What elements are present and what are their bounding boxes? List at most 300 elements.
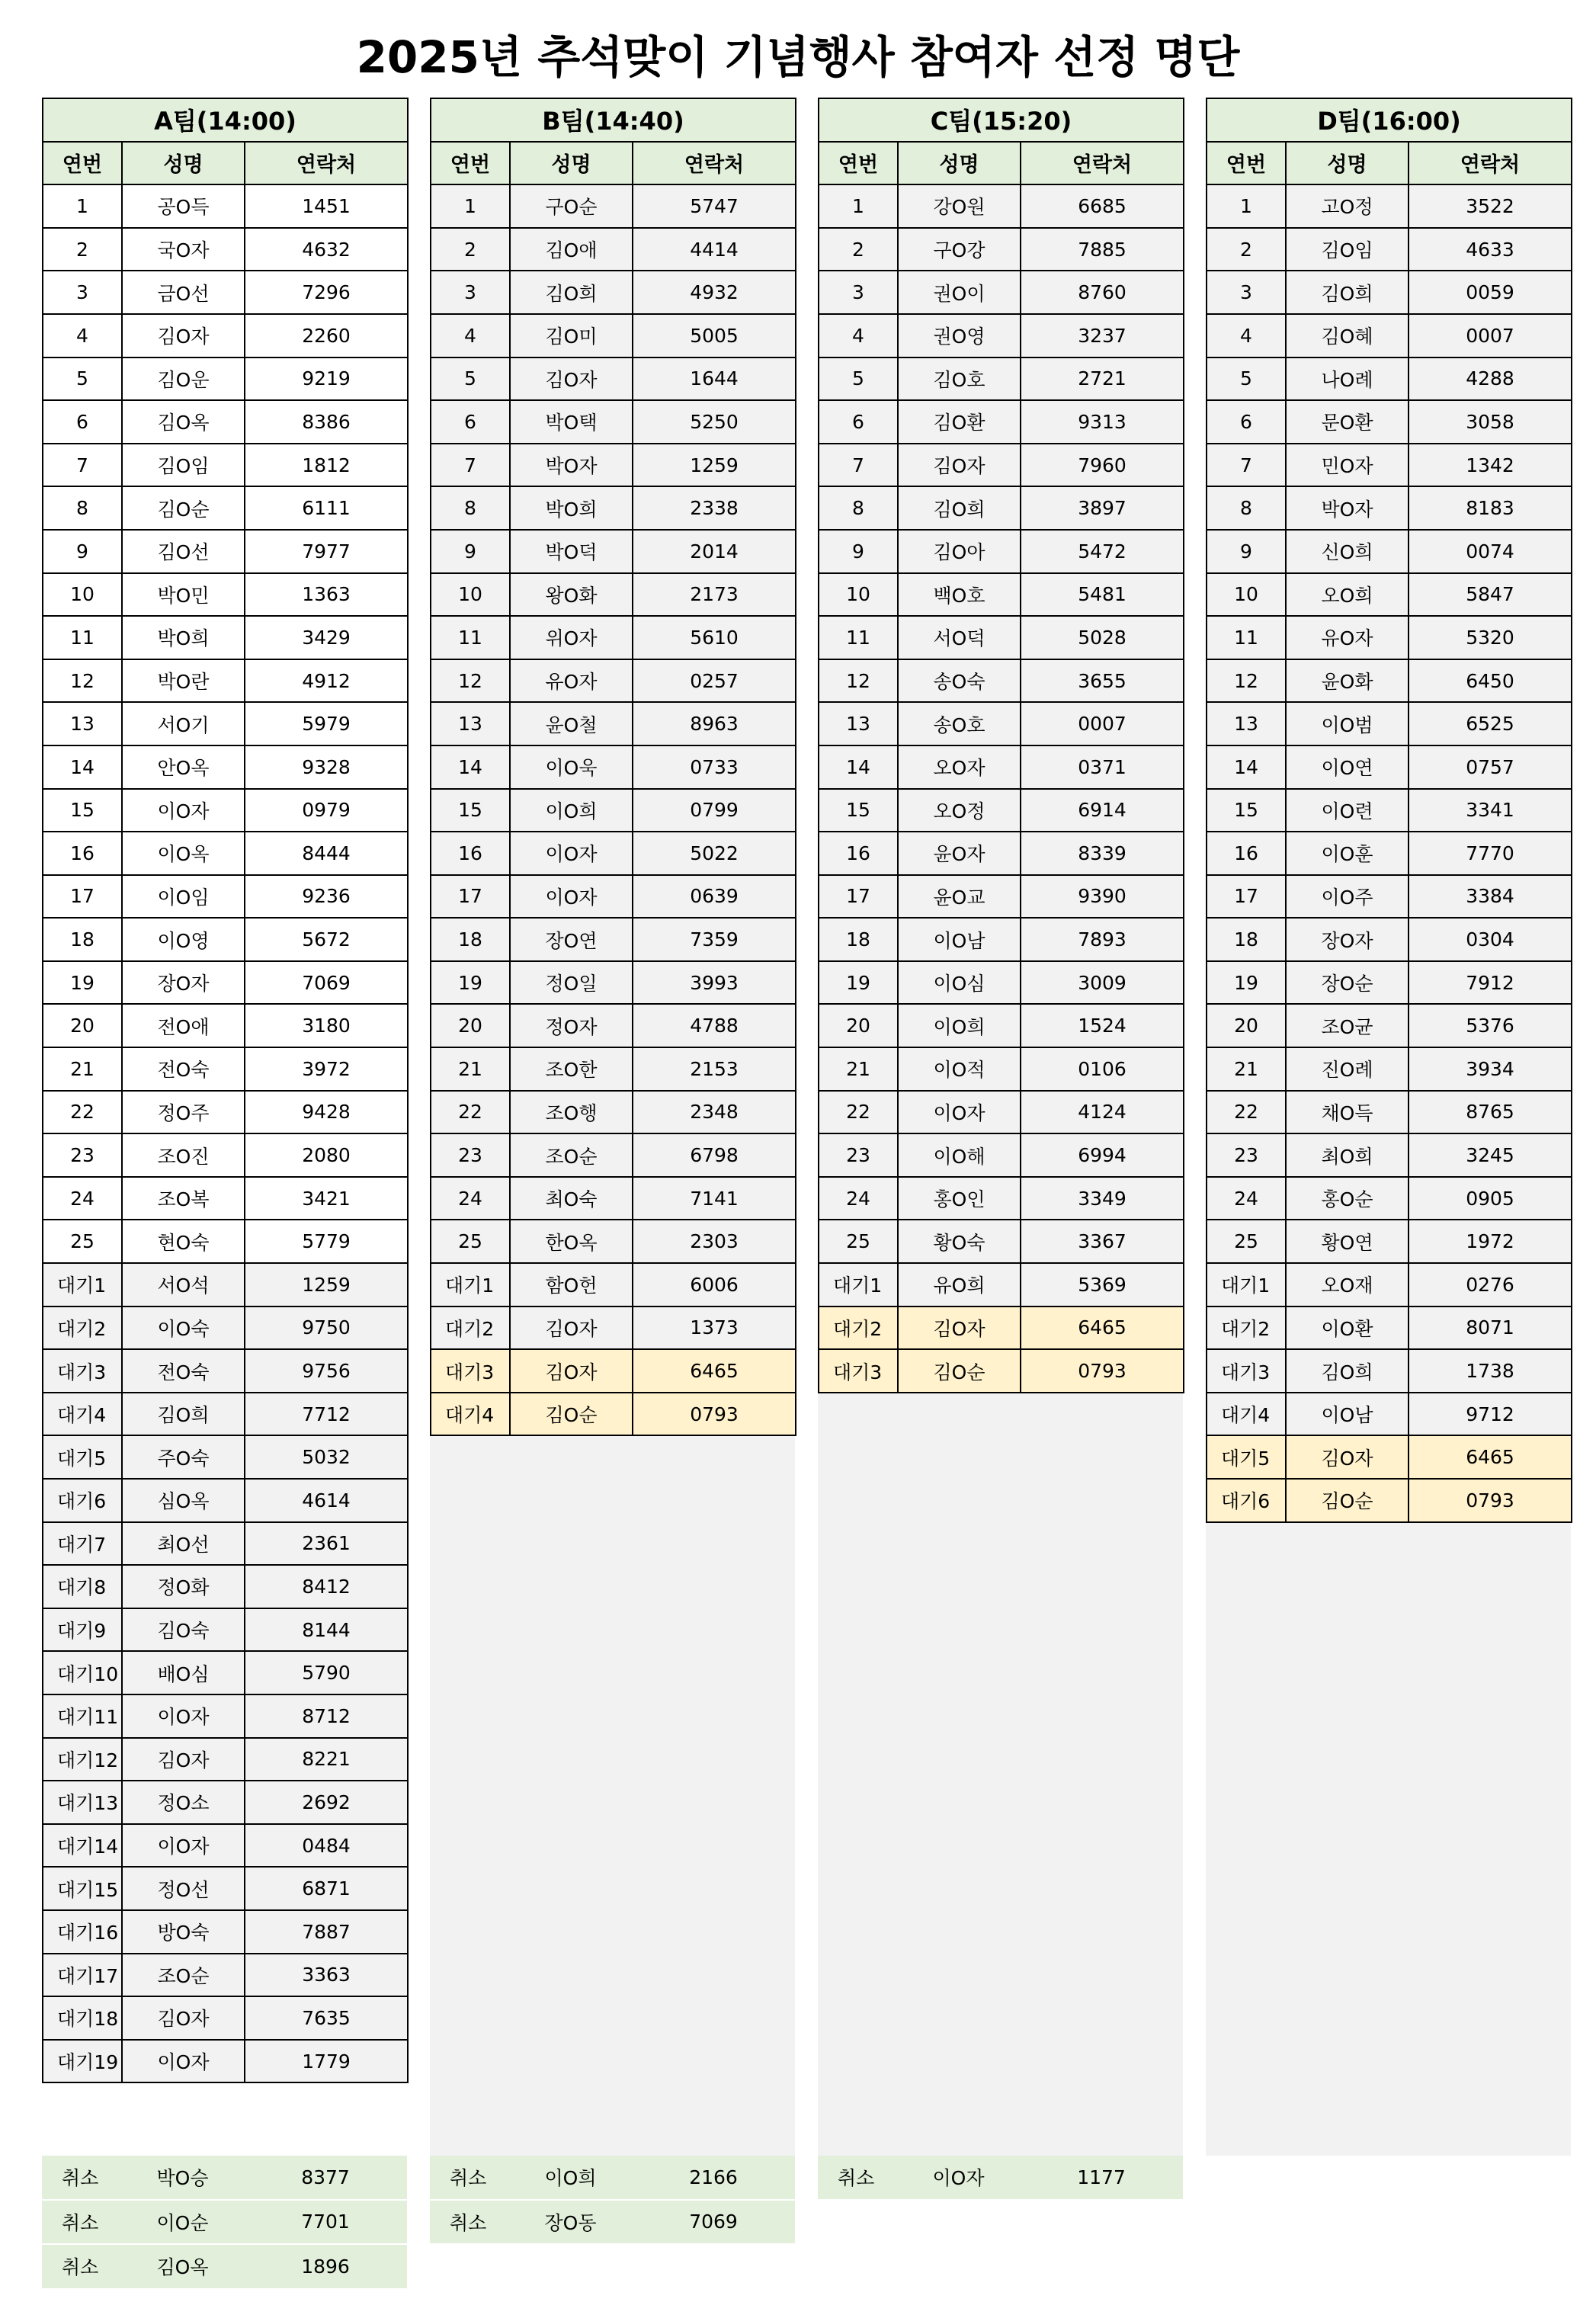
row-seq: 4 — [43, 314, 122, 357]
row-name: 이O자 — [897, 2156, 1020, 2200]
row-phone: 0733 — [633, 745, 796, 789]
row-seq: 대기2 — [43, 1306, 122, 1350]
participant-row — [1207, 271, 1572, 314]
row-seq: 22 — [819, 1091, 898, 1134]
row-seq: 1 — [1207, 184, 1286, 228]
row-phone: 3245 — [1409, 1133, 1572, 1177]
row-seq: 대기5 — [1207, 1435, 1286, 1479]
participant-row — [819, 486, 1184, 530]
participant-row — [1207, 832, 1572, 875]
row-seq: 대기8 — [43, 1565, 122, 1608]
waitlist-row — [43, 1349, 408, 1393]
row-seq: 4 — [431, 314, 510, 357]
row-seq: 2 — [1207, 228, 1286, 271]
row-phone: 3993 — [633, 961, 796, 1005]
row-seq: 9 — [1207, 530, 1286, 573]
participant-row — [1207, 918, 1572, 961]
row-phone: 3367 — [1021, 1220, 1184, 1263]
row-name: 김O환 — [898, 400, 1021, 444]
row-phone: 0793 — [1021, 1349, 1184, 1393]
cancelled-table — [430, 2156, 795, 2245]
row-phone: 0276 — [1409, 1263, 1572, 1306]
row-name: 이O자 — [510, 832, 633, 875]
row-name: 이O범 — [1286, 702, 1409, 745]
row-phone: 7770 — [1409, 832, 1572, 875]
participant-row — [431, 918, 796, 961]
row-name: 조O복 — [122, 1177, 245, 1220]
row-seq: 8 — [1207, 486, 1286, 530]
row-phone: 6465 — [1409, 1435, 1572, 1479]
participant-row — [819, 918, 1184, 961]
participant-row — [1207, 400, 1572, 444]
row-seq: 23 — [819, 1133, 898, 1177]
row-name: 이O순 — [121, 2200, 244, 2245]
row-phone: 4932 — [633, 271, 796, 314]
roster-table — [818, 98, 1184, 1393]
participant-row — [819, 184, 1184, 228]
row-name: 이O남 — [1286, 1393, 1409, 1436]
row-name: 박O희 — [510, 486, 633, 530]
row-phone: 5320 — [1409, 616, 1572, 659]
row-name: 전O숙 — [122, 1349, 245, 1393]
row-phone: 3384 — [1409, 875, 1572, 919]
row-phone: 8412 — [245, 1565, 408, 1608]
team-b-panel — [430, 98, 795, 2234]
row-name: 나O례 — [1286, 357, 1409, 401]
highlighted-waitlist-row — [819, 1349, 1184, 1393]
row-name: 정O자 — [510, 1004, 633, 1047]
row-phone: 8712 — [245, 1694, 408, 1738]
row-name: 홍O순 — [1286, 1177, 1409, 1220]
cancelled-table — [42, 2156, 407, 2290]
participant-row — [431, 530, 796, 573]
participant-row — [1207, 1004, 1572, 1047]
column-header-seq: 연번 — [819, 142, 898, 185]
row-seq: 3 — [43, 271, 122, 314]
participant-row — [819, 1004, 1184, 1047]
row-seq: 대기19 — [43, 2040, 122, 2083]
row-name: 박O민 — [122, 573, 245, 617]
row-seq: 11 — [43, 616, 122, 659]
row-name: 송O호 — [898, 702, 1021, 745]
row-name: 전O애 — [122, 1004, 245, 1047]
row-phone: 6914 — [1021, 789, 1184, 832]
row-phone: 8071 — [1409, 1306, 1572, 1350]
participant-row — [1207, 961, 1572, 1005]
participant-row — [43, 745, 408, 789]
team-name: C팀(15:20) — [819, 98, 1184, 142]
column-header-name: 성명 — [122, 142, 245, 185]
participant-row — [43, 832, 408, 875]
participant-row — [1207, 702, 1572, 745]
row-phone: 7359 — [633, 918, 796, 961]
row-phone: 1373 — [633, 1306, 796, 1350]
row-name: 안O옥 — [122, 745, 245, 789]
row-phone: 7912 — [1409, 961, 1572, 1005]
row-name: 박O자 — [510, 444, 633, 487]
row-name: 이O자 — [510, 875, 633, 919]
participant-row — [431, 1047, 796, 1091]
row-phone: 7141 — [633, 1177, 796, 1220]
row-name: 김O자 — [122, 1996, 245, 2040]
row-seq: 대기14 — [43, 1824, 122, 1868]
team-name: B팀(14:40) — [431, 98, 796, 142]
row-seq: 9 — [431, 530, 510, 573]
row-seq: 25 — [819, 1220, 898, 1263]
row-phone: 3058 — [1409, 400, 1572, 444]
row-seq: 대기5 — [43, 1435, 122, 1479]
row-seq: 대기2 — [431, 1306, 510, 1350]
row-name: 김O희 — [510, 271, 633, 314]
waitlist-row — [431, 1263, 796, 1306]
row-name: 최O선 — [122, 1522, 245, 1566]
row-name: 이O자 — [898, 1091, 1021, 1134]
waitlist-row — [43, 1306, 408, 1350]
row-phone: 9750 — [245, 1306, 408, 1350]
row-phone: 3522 — [1409, 184, 1572, 228]
participant-row — [1207, 1091, 1572, 1134]
column-header-seq: 연번 — [43, 142, 122, 185]
row-phone: 0799 — [633, 789, 796, 832]
row-phone: 3972 — [245, 1047, 408, 1091]
roster-table — [42, 98, 409, 2083]
participant-row — [819, 573, 1184, 617]
row-phone: 9313 — [1021, 400, 1184, 444]
participant-row — [43, 875, 408, 919]
row-seq: 9 — [43, 530, 122, 573]
row-seq: 10 — [431, 573, 510, 617]
row-phone: 3237 — [1021, 314, 1184, 357]
row-phone: 5481 — [1021, 573, 1184, 617]
participant-row — [431, 789, 796, 832]
row-phone: 5032 — [245, 1435, 408, 1479]
participant-row — [1207, 357, 1572, 401]
row-phone: 5369 — [1021, 1263, 1184, 1306]
cancelled-table — [818, 2156, 1183, 2201]
row-name: 이O희 — [898, 1004, 1021, 1047]
participant-row — [1207, 1133, 1572, 1177]
team-header-row — [43, 98, 408, 142]
row-seq: 대기1 — [43, 1263, 122, 1306]
row-phone: 6525 — [1409, 702, 1572, 745]
row-seq: 8 — [43, 486, 122, 530]
row-name: 오O재 — [1286, 1263, 1409, 1306]
row-phone: 2361 — [245, 1522, 408, 1566]
row-name: 위O자 — [510, 616, 633, 659]
row-seq: 21 — [1207, 1047, 1286, 1091]
participant-row — [43, 918, 408, 961]
row-seq: 20 — [1207, 1004, 1286, 1047]
team-header-row — [819, 98, 1184, 142]
row-seq: 5 — [431, 357, 510, 401]
row-seq: 17 — [43, 875, 122, 919]
row-seq: 대기7 — [43, 1522, 122, 1566]
row-name: 이O연 — [1286, 745, 1409, 789]
participant-row — [819, 961, 1184, 1005]
participant-row — [43, 1047, 408, 1091]
team-name: A팀(14:00) — [43, 98, 408, 142]
participant-row — [431, 228, 796, 271]
row-name: 이O련 — [1286, 789, 1409, 832]
row-phone: 7960 — [1021, 444, 1184, 487]
row-seq: 17 — [819, 875, 898, 919]
row-name: 진O례 — [1286, 1047, 1409, 1091]
participant-row — [431, 702, 796, 745]
row-phone: 0059 — [1409, 271, 1572, 314]
participant-row — [43, 616, 408, 659]
waitlist-row — [43, 1694, 408, 1738]
row-seq: 대기1 — [431, 1263, 510, 1306]
row-phone: 5672 — [245, 918, 408, 961]
waitlist-row — [43, 1263, 408, 1306]
row-seq: 6 — [819, 400, 898, 444]
column-header-seq: 연번 — [1207, 142, 1286, 185]
row-name: 윤O철 — [510, 702, 633, 745]
row-seq: 대기1 — [819, 1263, 898, 1306]
row-seq: 7 — [431, 444, 510, 487]
participant-row — [819, 745, 1184, 789]
row-phone: 5028 — [1021, 616, 1184, 659]
waitlist-row — [43, 1435, 408, 1479]
row-seq: 19 — [431, 961, 510, 1005]
row-phone: 3934 — [1409, 1047, 1572, 1091]
row-name: 이O욱 — [510, 745, 633, 789]
row-phone: 1342 — [1409, 444, 1572, 487]
row-name: 김O혜 — [1286, 314, 1409, 357]
cancelled-row — [42, 2244, 407, 2289]
participant-row — [431, 184, 796, 228]
row-name: 이O주 — [1286, 875, 1409, 919]
row-seq: 25 — [43, 1220, 122, 1263]
row-name: 채O득 — [1286, 1091, 1409, 1134]
row-phone: 0007 — [1409, 314, 1572, 357]
participant-row — [43, 357, 408, 401]
row-phone: 7069 — [245, 961, 408, 1005]
row-phone: 4414 — [633, 228, 796, 271]
row-phone: 1363 — [245, 573, 408, 617]
row-seq: 5 — [819, 357, 898, 401]
column-header-row — [819, 142, 1184, 185]
row-seq: 13 — [431, 702, 510, 745]
row-seq: 8 — [819, 486, 898, 530]
row-name: 배O심 — [122, 1651, 245, 1694]
participant-row — [431, 314, 796, 357]
row-name: 김O희 — [898, 486, 1021, 530]
row-seq: 2 — [43, 228, 122, 271]
row-seq: 16 — [819, 832, 898, 875]
participant-row — [431, 444, 796, 487]
row-name: 고O정 — [1286, 184, 1409, 228]
column-header-phone: 연락처 — [1409, 142, 1572, 185]
row-phone: 1738 — [1409, 1349, 1572, 1393]
page-title: 2025년 추석맞이 기념행사 참여자 선정 명단 — [356, 31, 1240, 83]
row-name: 박O승 — [121, 2156, 244, 2200]
participant-row — [1207, 530, 1572, 573]
participant-row — [431, 271, 796, 314]
participant-row — [431, 832, 796, 875]
row-name: 현O숙 — [122, 1220, 245, 1263]
row-name: 김O자 — [122, 314, 245, 357]
participant-row — [43, 314, 408, 357]
participant-row — [819, 1133, 1184, 1177]
row-name: 이O해 — [898, 1133, 1021, 1177]
row-seq: 1 — [43, 184, 122, 228]
row-phone: 8386 — [245, 400, 408, 444]
row-name: 정O화 — [122, 1565, 245, 1608]
row-name: 이O훈 — [1286, 832, 1409, 875]
row-phone: 7296 — [245, 271, 408, 314]
participant-row — [819, 1047, 1184, 1091]
row-name: 최O숙 — [510, 1177, 633, 1220]
row-phone: 3421 — [245, 1177, 408, 1220]
row-seq: 14 — [1207, 745, 1286, 789]
row-name: 민O자 — [1286, 444, 1409, 487]
row-seq: 25 — [1207, 1220, 1286, 1263]
row-name: 공O득 — [122, 184, 245, 228]
row-seq: 취소 — [818, 2156, 897, 2200]
row-name: 박O희 — [122, 616, 245, 659]
row-name: 전O숙 — [122, 1047, 245, 1091]
row-seq: 7 — [43, 444, 122, 487]
row-phone: 8339 — [1021, 832, 1184, 875]
waitlist-row — [43, 1393, 408, 1436]
participant-row — [43, 961, 408, 1005]
row-seq: 14 — [819, 745, 898, 789]
row-name: 구O강 — [898, 228, 1021, 271]
participant-row — [819, 400, 1184, 444]
row-seq: 16 — [431, 832, 510, 875]
participant-row — [43, 530, 408, 573]
row-phone: 2080 — [245, 1133, 408, 1177]
waitlist-row — [1207, 1349, 1572, 1393]
row-phone: 0905 — [1409, 1177, 1572, 1220]
participant-row — [43, 573, 408, 617]
row-name: 유O자 — [510, 659, 633, 703]
row-name: 황O숙 — [898, 1220, 1021, 1263]
row-name: 김O자 — [1286, 1435, 1409, 1479]
participant-row — [819, 271, 1184, 314]
highlighted-waitlist-row — [431, 1393, 796, 1436]
row-phone: 4912 — [245, 659, 408, 703]
participant-row — [431, 573, 796, 617]
row-seq: 18 — [43, 918, 122, 961]
participant-row — [43, 789, 408, 832]
participant-row — [431, 659, 796, 703]
row-seq: 5 — [43, 357, 122, 401]
row-seq: 25 — [431, 1220, 510, 1263]
row-phone: 9328 — [245, 745, 408, 789]
row-seq: 18 — [431, 918, 510, 961]
row-name: 이O자 — [122, 1824, 245, 1868]
team-header-row — [1207, 98, 1572, 142]
row-phone: 5779 — [245, 1220, 408, 1263]
row-name: 김O선 — [122, 530, 245, 573]
row-seq: 20 — [819, 1004, 898, 1047]
row-name: 윤O교 — [898, 875, 1021, 919]
row-name: 이O심 — [898, 961, 1021, 1005]
row-name: 김O순 — [1286, 1479, 1409, 1522]
row-name: 이O희 — [510, 789, 633, 832]
row-phone: 0484 — [245, 1824, 408, 1868]
row-seq: 대기3 — [1207, 1349, 1286, 1393]
row-name: 이O임 — [122, 875, 245, 919]
row-phone: 0979 — [245, 789, 408, 832]
column-header-phone: 연락처 — [633, 142, 796, 185]
row-seq: 21 — [43, 1047, 122, 1091]
participant-row — [1207, 486, 1572, 530]
participant-row — [819, 530, 1184, 573]
row-seq: 15 — [43, 789, 122, 832]
row-name: 김O옥 — [121, 2244, 244, 2289]
row-phone: 6994 — [1021, 1133, 1184, 1177]
row-phone: 6111 — [245, 486, 408, 530]
row-phone: 2692 — [245, 1781, 408, 1824]
row-phone: 6465 — [1021, 1306, 1184, 1350]
participant-row — [1207, 1047, 1572, 1091]
row-seq: 8 — [431, 486, 510, 530]
waitlist-row — [43, 1954, 408, 1997]
row-phone: 6465 — [633, 1349, 796, 1393]
row-phone: 8144 — [245, 1608, 408, 1652]
waitlist-row — [43, 1651, 408, 1694]
row-phone: 3009 — [1021, 961, 1184, 1005]
row-phone: 1644 — [633, 357, 796, 401]
row-name: 정O일 — [510, 961, 633, 1005]
row-seq: 7 — [1207, 444, 1286, 487]
column-header-name: 성명 — [510, 142, 633, 185]
row-name: 김O자 — [898, 444, 1021, 487]
row-name: 김O임 — [122, 444, 245, 487]
participant-row — [431, 1004, 796, 1047]
row-seq: 24 — [819, 1177, 898, 1220]
row-name: 김O아 — [898, 530, 1021, 573]
row-phone: 5790 — [245, 1651, 408, 1694]
waitlist-row — [43, 1522, 408, 1566]
row-name: 김O희 — [1286, 1349, 1409, 1393]
participant-row — [43, 659, 408, 703]
participant-row — [819, 702, 1184, 745]
participant-row — [431, 357, 796, 401]
row-seq: 22 — [43, 1091, 122, 1134]
row-phone: 5610 — [633, 616, 796, 659]
row-phone: 4632 — [245, 228, 408, 271]
cancelled-row — [430, 2156, 795, 2200]
row-seq: 17 — [431, 875, 510, 919]
participant-row — [43, 1004, 408, 1047]
row-name: 김O희 — [122, 1393, 245, 1436]
row-name: 이O영 — [122, 918, 245, 961]
row-phone: 9236 — [245, 875, 408, 919]
participant-row — [431, 1177, 796, 1220]
waitlist-row — [43, 1996, 408, 2040]
row-seq: 10 — [1207, 573, 1286, 617]
row-name: 박O자 — [1286, 486, 1409, 530]
row-phone: 7701 — [244, 2200, 407, 2245]
row-name: 유O자 — [1286, 616, 1409, 659]
row-seq: 3 — [819, 271, 898, 314]
row-name: 정O소 — [122, 1781, 245, 1824]
row-seq: 19 — [43, 961, 122, 1005]
row-phone: 3349 — [1021, 1177, 1184, 1220]
row-phone: 3655 — [1021, 659, 1184, 703]
row-name: 이O옥 — [122, 832, 245, 875]
row-phone: 4124 — [1021, 1091, 1184, 1134]
participant-row — [1207, 1220, 1572, 1263]
row-seq: 취소 — [42, 2244, 121, 2289]
row-phone: 5250 — [633, 400, 796, 444]
row-seq: 대기15 — [43, 1867, 122, 1910]
column-header-phone: 연락처 — [245, 142, 408, 185]
